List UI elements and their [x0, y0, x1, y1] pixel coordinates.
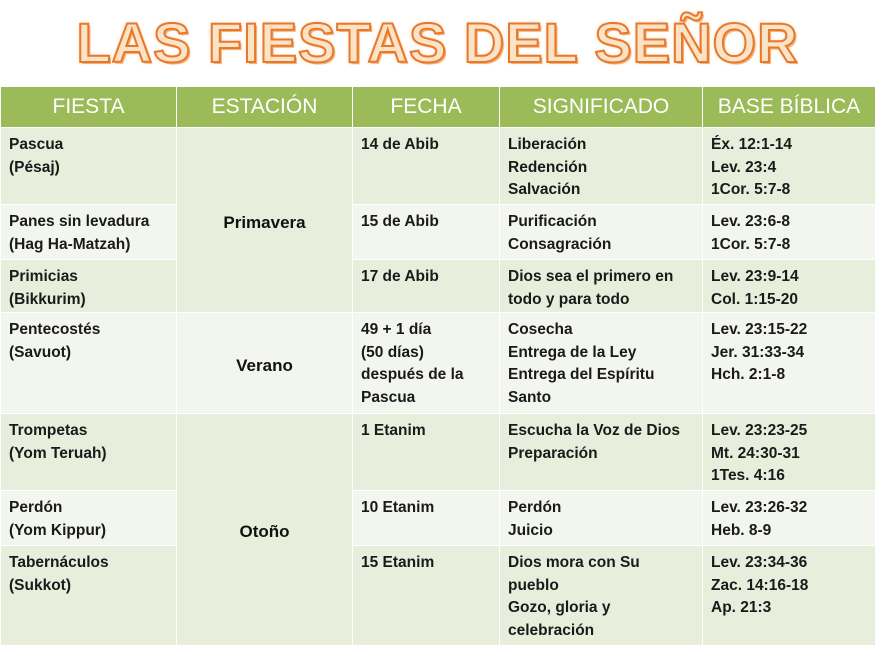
cell-significado: Purificación Consagración [500, 205, 703, 260]
cell-significado: Perdón Juicio [500, 491, 703, 546]
cell-base: Lev. 23:26-32 Heb. 8-9 [703, 491, 875, 546]
header-significado: SIGNIFICADO [500, 87, 703, 128]
cell-fiesta: Pentecostés (Savuot) [1, 313, 177, 414]
header-fecha: FECHA [353, 87, 500, 128]
cell-fiesta: Trompetas (Yom Teruah) [1, 414, 177, 491]
season-verano: Verano [177, 313, 353, 414]
cell-fecha: 14 de Abib [353, 128, 500, 205]
cell-fecha: 49 + 1 día (50 días) después de la Pascua [353, 313, 500, 414]
cell-fiesta: Pascua (Pésaj) [1, 128, 177, 205]
page-title [0, 0, 875, 84]
cell-significado: Liberación Redención Salvación [500, 128, 703, 205]
table-row [1, 546, 875, 646]
cell-fiesta: Panes sin levadura (Hag Ha-Matzah) [1, 205, 177, 260]
cell-base: Lev. 23:15-22 Jer. 31:33-34 Hch. 2:1-8 [703, 313, 875, 414]
cell-fiesta: Perdón (Yom Kippur) [1, 491, 177, 546]
cell-significado: Escucha la Voz de Dios Preparación [500, 414, 703, 491]
cell-significado: Dios sea el primero en todo y para todo [500, 260, 703, 313]
table-row [1, 491, 875, 546]
season-primavera: Primavera [177, 128, 353, 313]
feasts-table [0, 86, 875, 646]
header-row [1, 87, 875, 128]
cell-base: Éx. 12:1-14 Lev. 23:4 1Cor. 5:7-8 [703, 128, 875, 205]
cell-fecha: 15 de Abib [353, 205, 500, 260]
header-base-biblica: BASE BÍBLICA [703, 87, 875, 128]
season-otono: Otoño [177, 414, 353, 646]
cell-fecha: 15 Etanim [353, 546, 500, 646]
title-text: LAS FIESTAS DEL SEÑOR [76, 10, 798, 75]
header-estacion: ESTACIÓN [177, 87, 353, 128]
cell-significado: Cosecha Entrega de la Ley Entrega del Espíritu Santo [500, 313, 703, 414]
cell-base: Lev. 23:34-36 Zac. 14:16-18 Ap. 21:3 [703, 546, 875, 646]
cell-base: Lev. 23:23-25 Mt. 24:30-31 1Tes. 4:16 [703, 414, 875, 491]
header-fiesta: FIESTA [1, 87, 177, 128]
cell-fecha: 1 Etanim [353, 414, 500, 491]
cell-significado: Dios mora con Su pueblo Gozo, gloria y celebración [500, 546, 703, 646]
table-row [1, 313, 875, 414]
cell-base: Lev. 23:9-14 Col. 1:15-20 [703, 260, 875, 313]
table-row [1, 414, 875, 491]
table-row [1, 128, 875, 205]
cell-base: Lev. 23:6-8 1Cor. 5:7-8 [703, 205, 875, 260]
cell-fecha: 17 de Abib [353, 260, 500, 313]
cell-fiesta: Primicias (Bikkurim) [1, 260, 177, 313]
table-row [1, 260, 875, 313]
cell-fecha: 10 Etanim [353, 491, 500, 546]
cell-fiesta: Tabernáculos (Sukkot) [1, 546, 177, 646]
table-row [1, 205, 875, 260]
